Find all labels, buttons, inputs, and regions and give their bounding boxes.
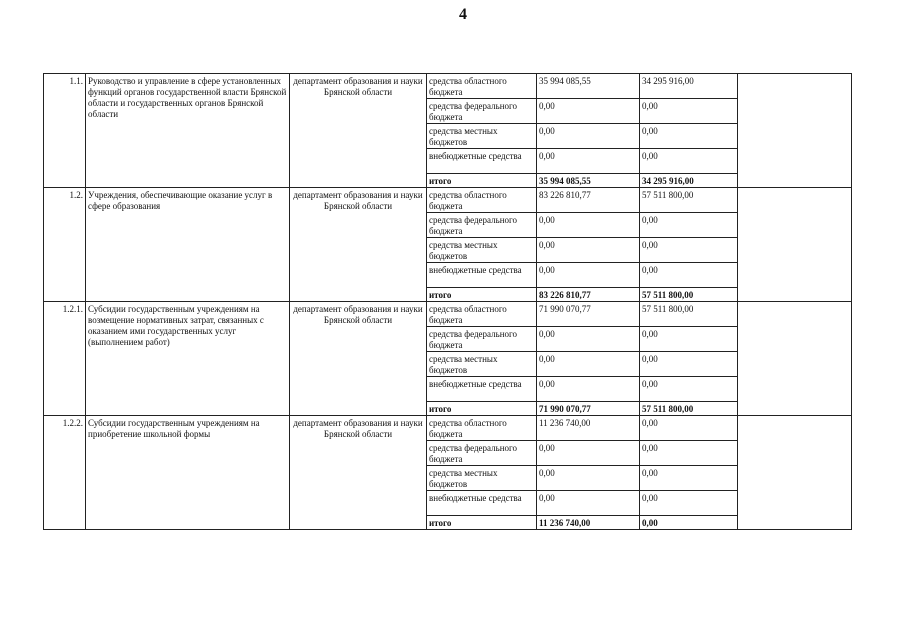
item-number: 1.1. — [44, 74, 86, 188]
item-number: 1.2.1. — [44, 302, 86, 416]
amount-2: 0,00 — [640, 263, 738, 288]
amount-1: 0,00 — [537, 491, 640, 516]
empty-cell — [738, 188, 852, 302]
total-label: итого — [427, 516, 537, 530]
total-v2: 34 295 916,00 — [640, 174, 738, 188]
total-v2: 57 511 800,00 — [640, 402, 738, 416]
amount-2: 0,00 — [640, 124, 738, 149]
amount-1: 0,00 — [537, 441, 640, 466]
amount-2: 57 511 800,00 — [640, 188, 738, 213]
amount-1: 71 990 070,77 — [537, 302, 640, 327]
page-number: 4 — [459, 6, 467, 23]
table-row — [44, 74, 852, 99]
amount-2: 0,00 — [640, 416, 738, 441]
item-executor: департамент образования и науки Брянской области — [290, 416, 427, 530]
amount-1: 0,00 — [537, 149, 640, 174]
item-number: 1.2.2. — [44, 416, 86, 530]
funding-source: средства местных бюджетов — [427, 238, 537, 263]
funding-source: внебюджетные средства — [427, 263, 537, 288]
total-label: итого — [427, 174, 537, 188]
item-name: Субсидии государственным учреждениям на возмещение нормативных затрат, связанных с оказанием ими государственных услуг (выполнением работ) — [86, 302, 290, 416]
funding-source: средства федерального бюджета — [427, 99, 537, 124]
funding-source: средства местных бюджетов — [427, 352, 537, 377]
amount-1: 0,00 — [537, 124, 640, 149]
item-executor: департамент образования и науки Брянской области — [290, 74, 427, 188]
item-name: Руководство и управление в сфере установленных функций органов государственной власти Брянской области и государственных органов Брянской области — [86, 74, 290, 188]
funding-source: средства федерального бюджета — [427, 327, 537, 352]
total-v1: 83 226 810,77 — [537, 288, 640, 302]
amount-2: 0,00 — [640, 99, 738, 124]
amount-1: 0,00 — [537, 466, 640, 491]
funding-source: средства местных бюджетов — [427, 124, 537, 149]
table-row — [44, 302, 852, 327]
amount-1: 0,00 — [537, 377, 640, 402]
amount-1: 0,00 — [537, 327, 640, 352]
empty-cell — [738, 302, 852, 416]
item-name: Субсидии государственным учреждениям на приобретение школьной формы — [86, 416, 290, 530]
funding-source: средства областного бюджета — [427, 188, 537, 213]
amount-1: 11 236 740,00 — [537, 416, 640, 441]
amount-2: 0,00 — [640, 327, 738, 352]
funding-source: внебюджетные средства — [427, 491, 537, 516]
amount-2: 0,00 — [640, 238, 738, 263]
total-label: итого — [427, 402, 537, 416]
amount-1: 0,00 — [537, 238, 640, 263]
amount-2: 0,00 — [640, 149, 738, 174]
amount-1: 35 994 085,55 — [537, 74, 640, 99]
item-number: 1.2. — [44, 188, 86, 302]
amount-2: 0,00 — [640, 466, 738, 491]
amount-2: 0,00 — [640, 377, 738, 402]
funding-source: внебюджетные средства — [427, 149, 537, 174]
total-v1: 71 990 070,77 — [537, 402, 640, 416]
total-v2: 57 511 800,00 — [640, 288, 738, 302]
total-v1: 11 236 740,00 — [537, 516, 640, 530]
budget-table — [43, 73, 852, 530]
funding-source: внебюджетные средства — [427, 377, 537, 402]
total-label: итого — [427, 288, 537, 302]
amount-1: 0,00 — [537, 263, 640, 288]
amount-1: 83 226 810,77 — [537, 188, 640, 213]
amount-1: 0,00 — [537, 352, 640, 377]
item-executor: департамент образования и науки Брянской области — [290, 188, 427, 302]
item-executor: департамент образования и науки Брянской области — [290, 302, 427, 416]
amount-2: 0,00 — [640, 491, 738, 516]
table-row — [44, 416, 852, 441]
item-name: Учреждения, обеспечивающие оказание услуг в сфере образования — [86, 188, 290, 302]
funding-source: средства федерального бюджета — [427, 213, 537, 238]
total-v1: 35 994 085,55 — [537, 174, 640, 188]
funding-source: средства федерального бюджета — [427, 441, 537, 466]
empty-cell — [738, 416, 852, 530]
amount-2: 0,00 — [640, 352, 738, 377]
total-v2: 0,00 — [640, 516, 738, 530]
amount-2: 34 295 916,00 — [640, 74, 738, 99]
funding-source: средства областного бюджета — [427, 302, 537, 327]
funding-source: средства областного бюджета — [427, 416, 537, 441]
amount-1: 0,00 — [537, 213, 640, 238]
amount-2: 0,00 — [640, 441, 738, 466]
amount-1: 0,00 — [537, 99, 640, 124]
amount-2: 57 511 800,00 — [640, 302, 738, 327]
funding-source: средства областного бюджета — [427, 74, 537, 99]
funding-source: средства местных бюджетов — [427, 466, 537, 491]
amount-2: 0,00 — [640, 213, 738, 238]
empty-cell — [738, 74, 852, 188]
table-row — [44, 188, 852, 213]
